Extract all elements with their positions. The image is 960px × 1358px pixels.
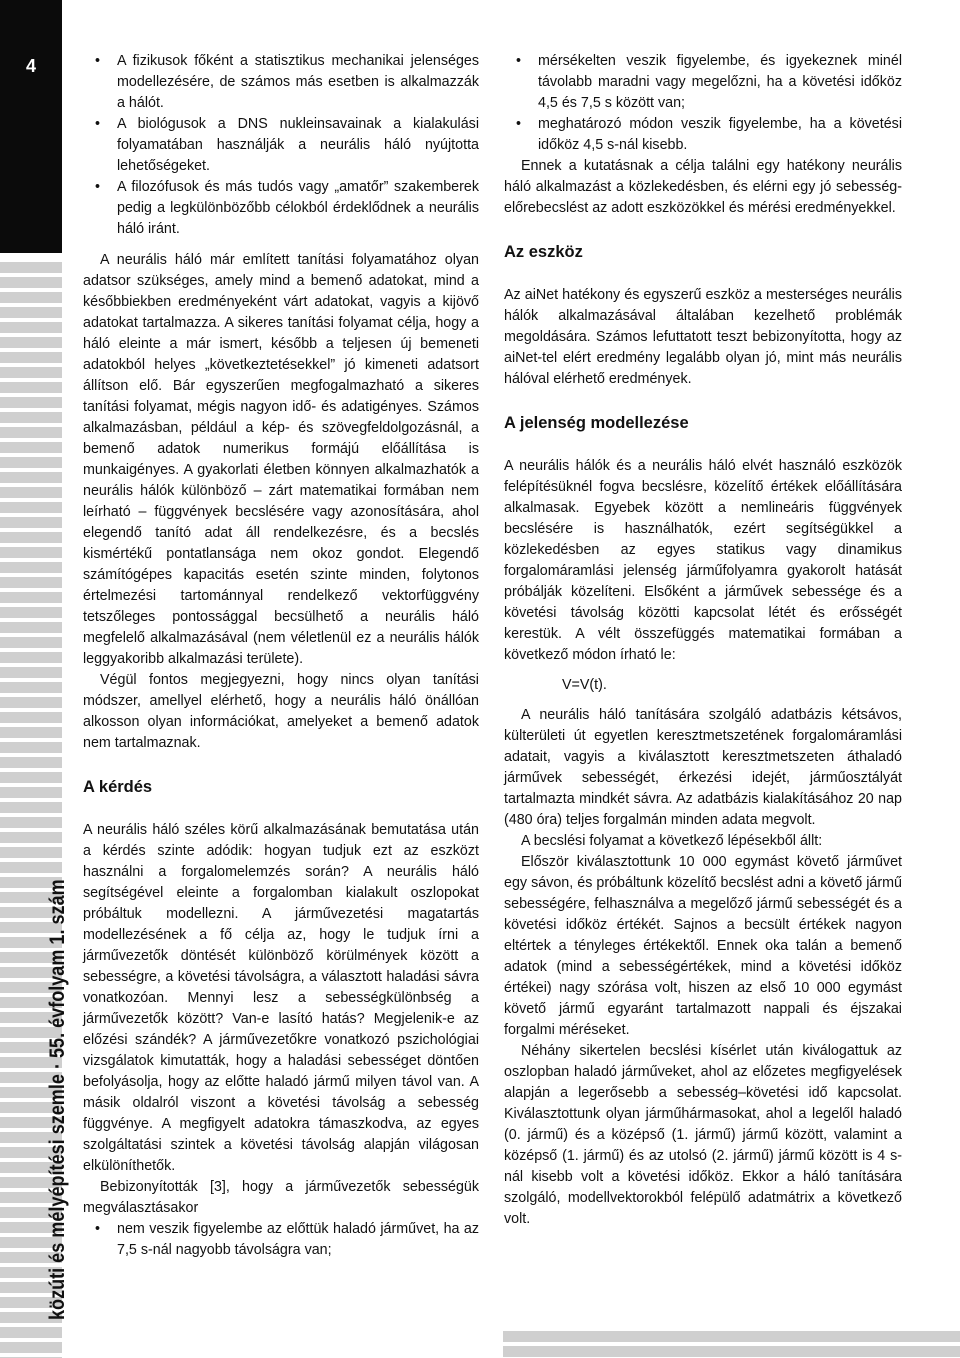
page-number-box <box>0 0 62 253</box>
paragraph: Végül fontos megjegyezni, hogy nincs olyan tanítási módszer, amellyel elérhető, hogy a neurális háló önállóan alkosson olyan információkat, amelyeket a bemenő adatok nem tartalmaznak. <box>83 672 479 751</box>
bullet-list-top-left <box>83 51 479 240</box>
page-sidebar <box>0 0 69 1358</box>
left-column <box>83 51 479 1261</box>
right-column <box>504 51 902 1230</box>
list-item: • A filozófusok és más tudós vagy „amatőr” szakemberek pedig a legkülönbözőbb célokból érdeklődnek a neurális háló iránt. <box>83 177 479 240</box>
section-heading: A kérdés <box>83 778 153 796</box>
paragraph: Az aiNet hatékony és egyszerű eszköz a mesterséges neurális hálók alkalmazásával általában kezelhető problémák megoldására. Számos lefuttatott teszt bebizonyította, hogy az aiNet-tel elért eredmény legalább olyan jó, mint más neurális hálóval elérhető eredmények. <box>504 287 902 387</box>
section-heading: A jelenség modellezése <box>504 414 689 432</box>
paragraph: Néhány sikertelen becslési kísérlet után kiválogattuk az oszlopban haladó járműveket, ahol az előzetes megfigyelések alapján a legerősebb a sebesség–követési idő kapcsolat. Kiválasztottunk olyan járműhármasokat, ahol a legelől haladó (0. jármű) és a középső (1. jármű) jármű között, valamint a középső (1. jármű) és az utolsó (2. jármű) jármű között is 4 s-nál kisebb volt a követési időköz. Ekkor a háló tanítására szolgáló, modellvektorokból felépülő adatmátrix a következő volt. <box>504 1043 902 1227</box>
footer-stripes <box>503 1331 960 1358</box>
bullet-list-bottom-left <box>83 1219 479 1261</box>
paragraph: Először kiválasztottunk 10 000 egymást követő járművet egy sávon, és próbáltunk közelítő becslést adni a követő jármű sebességére, felhasználva a megelőző jármű sebességét és a követési időköz értékét. Sajnos a becsült értékek nagyon eltértek a tényleges értékektől. Ennek oka talán a bemenő adatok (mind a sebességértékek, mind a követési időköz értékei) nagy szórása volt, hiszen az első 10 000 egymást követő jármű egyaránt tartalmazott nappali és éjszakai forgalmi méréseket. <box>504 854 902 1038</box>
paragraph: A neurális háló már említett tanítási folyamatához olyan adatsor szükséges, amely mind a bemenő adatokat, mind a későbbiekben eredményeként várt adatokat, vagyis a kijövő adatokat tartalmazza. A sikeres tanítási folyamat célja, hogy a háló eleinte a már ismert, később a teljesen új bemeneti adatokból helyes „következtetésekkel” jó kimeneti adatsort állítson elő. Bár egyszerűen megfogalmazható a sikeres tanítási folyamat, mégis nagyon idő- és adatigényes. Számos alkalmazásban, például a kép- és szövegfeldolgozásnál, a bemenő adatok numerikus formájú előállítása is munkaigényes. A gyakorlati életben könnyen alkalmazhatók a neurális hálók különböző – zárt matematikai formában nem leírható – függvények becslésére vagy azonosítására, ahol elegendő tanító adat áll rendelkezésre, és a becslés kismértékű pontatlansága nem okoz gondot. Elegendő számítógépes kapacitás esetén szinte minden, folytonos értelmezési tartománnyal rendelkező vektorfüggvény tetszőleges pontossággal becsülhető a neurális háló megfelelő alkalmazásával (nem véletlenül ez a neurális hálók leggyakoribb alkalmazási területe). <box>83 252 479 667</box>
page-number: 4 <box>25 56 36 76</box>
paragraph: A neurális hálók és a neurális háló elvét használó eszközök felépítésüknél fogva becslésre, közelítő értékek előállítására alkalmasak. Egyebek között a nemlineáris függvények becslésére is használhatók, ezért segítségükkel a közlekedésben az egyes statikus vagy dinamikus forgalomáramlási jelenség járműfolyamra gyakorolt hatását próbálják közelíteni. Elsőként a járművek sebessége és a követési távolság közötti kapcsolat létét és erősségét kerestük. A vélt összefüggés matematikai formában a következő módon írható le: <box>504 458 902 663</box>
list-item: • mérsékelten veszik figyelembe, és igyekeznek minél távolabb maradni vagy megelőzni, ha a követési időköz 4,5 és 7,5 s között van; <box>504 51 902 114</box>
spacer <box>83 240 479 250</box>
paragraph: A neurális háló széles körű alkalmazásának bemutatása után a kérdés szinte adódik: hogyan tudjuk ezt az eszközt használni a forgalomelemzés során? A neurális háló segítségével eleinte a forgalomban kialakult oszlopokat próbáltuk modellezni. A járművezetési magatartás modellezésének a fő célja az, hogy le tudjuk írni a járművezetők döntését különböző körülmények között a sebességre, a követési távolságra, a választott haladási sávra vonatkozóan. Mennyi lesz a sebességkülönbség a járművezetők között? Van-e lasító hatás? Megjelenik-e az előzési szándék? A járművezetőkre vonatkozó pszichológiai vizsgálatok kimutatták, hogy a haladási sebességet döntően befolyásolja, hogy az előtte haladó jármű milyen távol van. A másik oldalról viszont a követési távolság a sebesség függvénye. A megfigyelt adatokra támaszkodva, az egyes szolgáltatási szintek a követési távolság alapján világosan elkülöníthetők. <box>83 822 479 1174</box>
paragraph: A becslési folyamat a következő lépésekből állt: <box>521 833 823 849</box>
paragraph: Bebizonyították [3], hogy a járművezetők sebességük megválasztásakor <box>83 1179 479 1216</box>
paragraph: A neurális háló tanítására szolgáló adatbázis kétsávos, külterületi út egyetlen keresztmetszetének forgalomáramlási adatait, vagyis a kiválasztott keresztmetszeten áthaladó járművek sebességét, érkezési idejét, járműosztályát tartalmazta mindkét sávra. Az adatbázis kialakításához 20 nap (480 óra) teljes forgalmán minden adata megvolt. <box>504 707 902 828</box>
list-item: • meghatározó módon veszik figyelembe, ha a követési időköz 4,5 s-nál kisebb. <box>504 114 902 156</box>
bullet-list-top-right <box>504 51 902 156</box>
section-heading: Az eszköz <box>504 243 583 261</box>
list-item: • nem veszik figyelembe az előttük haladó járművet, ha az 7,5 s-nál nagyobb távolságra van; <box>83 1219 479 1261</box>
paragraph: Ennek a kutatásnak a célja találni egy hatékony neurális háló alkalmazást a közlekedésben, és elérni egy jó sebesség-előrebecslést az adott eszközökkel és mérési eredményekkel. <box>504 158 902 216</box>
list-item: • A biológusok a DNS nukleinsavainak a kialakulási folyamatában használják a neurális háló nyújtotta lehetőségeket. <box>83 114 479 177</box>
journal-name: közúti és mélyépítési szemle · 55. évfolyam 1. szám <box>46 879 69 1320</box>
formula: V=V(t). <box>562 677 607 693</box>
list-item: • A fizikusok főként a statisztikus mechanikai jelenséges modellezésére, de számos más esetben is alkalmazzák a hálót. <box>83 51 479 114</box>
